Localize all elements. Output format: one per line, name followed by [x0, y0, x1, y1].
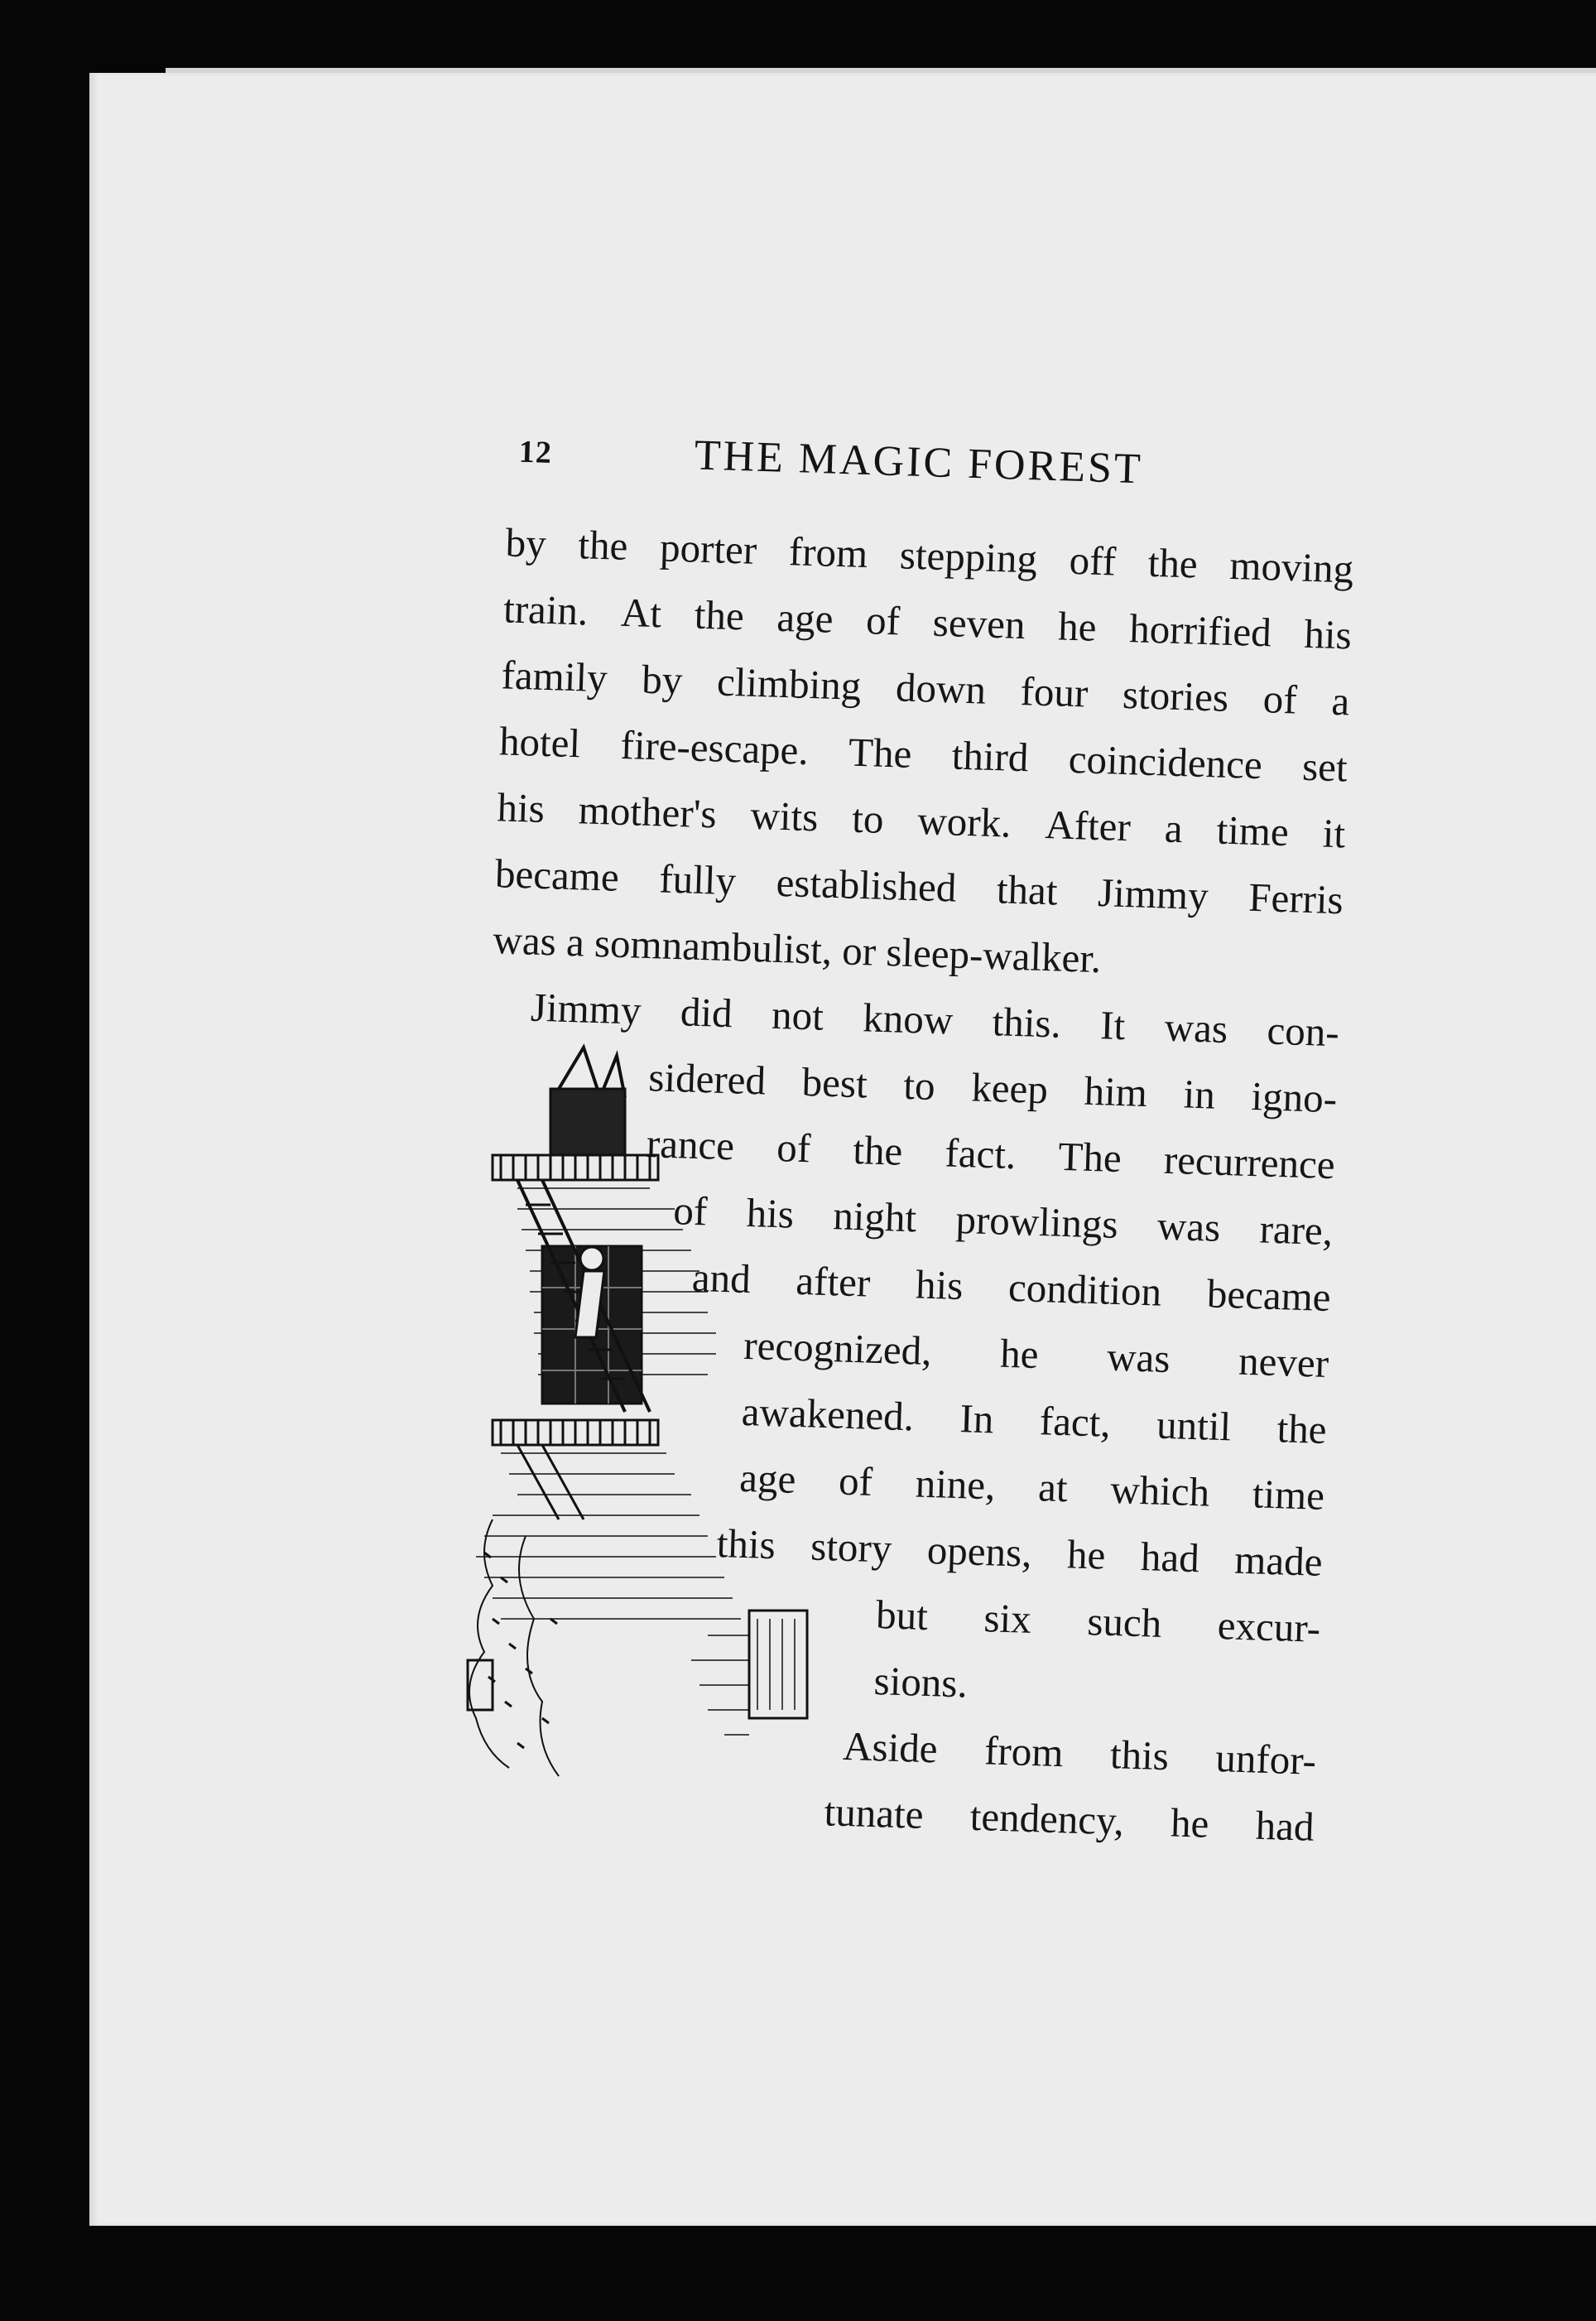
- text-line: of his night prowlings was rare,: [672, 1187, 1334, 1254]
- text-line: age of nine, at which time: [738, 1454, 1325, 1519]
- text-line: awakened. In fact, until the: [741, 1388, 1328, 1453]
- text-line: was a somnambulist, or sleep-walker.: [492, 917, 1103, 982]
- text-line: hotel fire-escape. The third coincidence set: [498, 718, 1348, 791]
- text-line: sions.: [873, 1658, 969, 1707]
- text-line: Aside from this unfor-: [842, 1722, 1317, 1784]
- text-line: rance of the fact. The recurrence: [646, 1120, 1336, 1188]
- text-line: sidered best to keep him in igno-: [647, 1054, 1338, 1122]
- text-line: this story opens, he had made: [716, 1519, 1324, 1585]
- text-line: his mother's wits to work. After a time it: [496, 784, 1346, 857]
- text-line: became fully established that Jimmy Ferris: [494, 850, 1344, 923]
- page-number: 12: [518, 434, 553, 470]
- fire-escape-illustration: [459, 1039, 873, 1826]
- text-line: and after his condition became: [691, 1254, 1332, 1321]
- text-line: tunate tendency, he had: [823, 1789, 1315, 1850]
- text-line: family by climbing down four stories of a: [500, 652, 1351, 725]
- text-line: recognized, he was never: [743, 1322, 1329, 1387]
- text-line: train. At the age of seven he horrified his: [502, 585, 1353, 658]
- text-line: Jimmy did not know this. It was con-: [530, 984, 1340, 1056]
- fire-escape-drawing: [468, 1047, 807, 1776]
- text-line: by the porter from stepping off the moving: [504, 519, 1355, 592]
- text-line: but six such excur-: [875, 1591, 1321, 1651]
- running-title: THE MAGIC FOREST: [694, 431, 1144, 494]
